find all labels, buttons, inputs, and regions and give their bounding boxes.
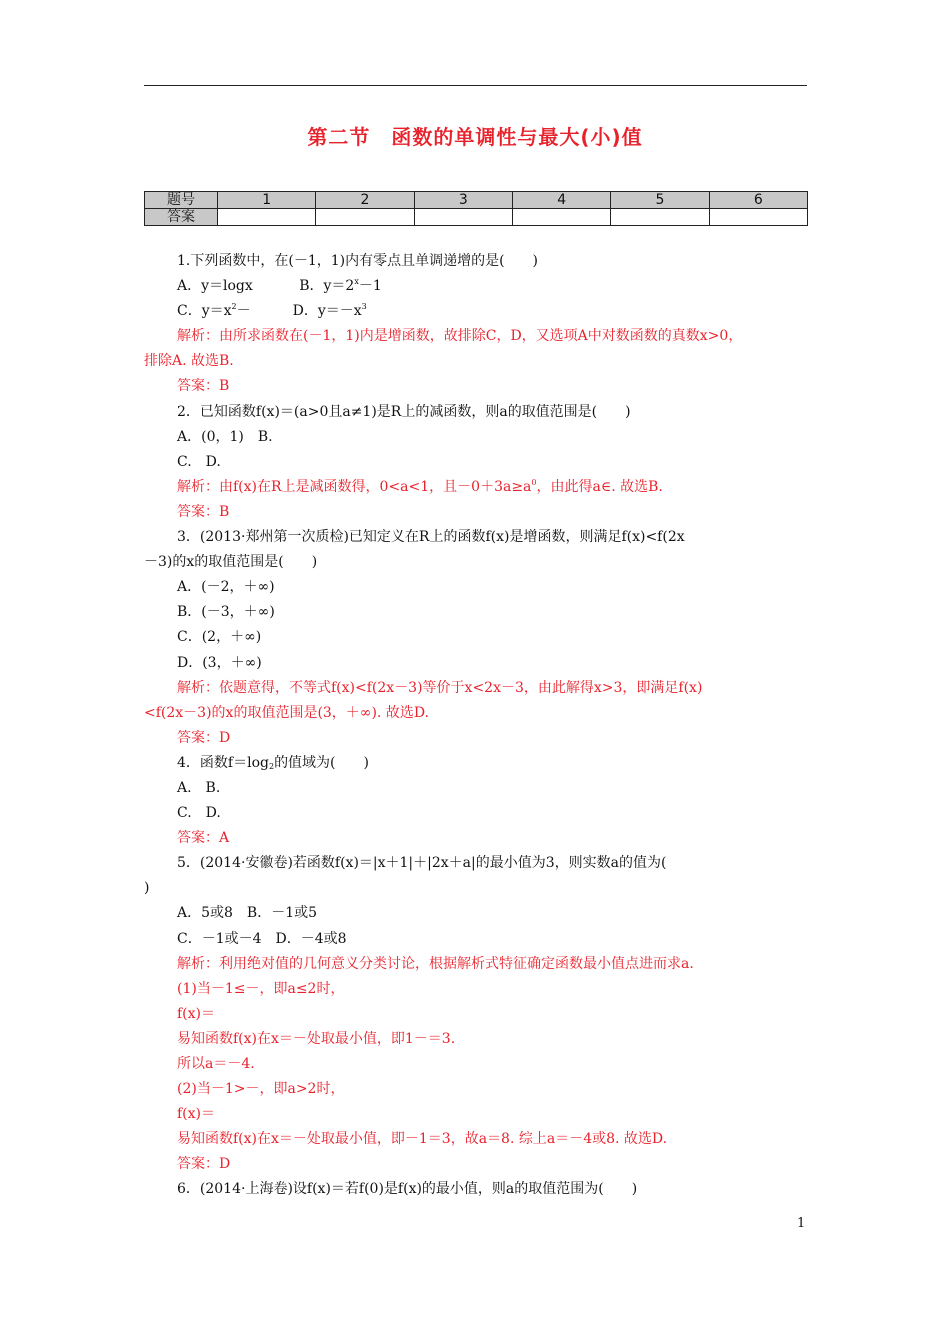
question-line <box>144 550 808 575</box>
solution-line <box>144 475 808 500</box>
line-text: B．(－3，＋∞) <box>177 604 275 621</box>
question-line <box>144 927 808 952</box>
solution-line <box>144 826 808 851</box>
line-text: f(x)＝ <box>177 1106 216 1123</box>
question-line <box>144 625 808 650</box>
solution-line <box>144 977 808 1002</box>
solution-line <box>144 1127 808 1152</box>
line-text-continued: －1 <box>358 278 382 295</box>
question-number-cell: 2 <box>316 192 414 209</box>
superscript: x <box>354 277 359 287</box>
answer-cell <box>709 209 807 226</box>
line-text: A．5或8 B．－1或5 <box>177 905 318 922</box>
solution-line <box>144 374 808 399</box>
answer-label: 答案 <box>145 209 218 226</box>
line-text: 排除A. 故选B. <box>144 353 234 370</box>
line-text-continued: 的值域为( ) <box>274 754 369 771</box>
question-line <box>144 901 808 926</box>
solution-line <box>144 500 808 525</box>
solution-line <box>144 1077 808 1102</box>
answer-cell <box>414 209 512 226</box>
question-number-cell: 5 <box>611 192 709 209</box>
answer-table <box>144 191 808 226</box>
page-number: 1 <box>797 1216 806 1231</box>
line-text: A．(0，1) B. <box>177 428 273 445</box>
superscript: 2 <box>231 302 237 312</box>
question-line <box>144 450 808 475</box>
line-text: 答案：B <box>177 503 230 520</box>
line-text: 解析：由所求函数在(－1，1)内是增函数，故排除C，D，又选项A中对数函数的真数x>0， <box>177 328 743 345</box>
question-line <box>144 1177 808 1202</box>
solution-line <box>144 324 808 349</box>
solution-line <box>144 349 808 374</box>
line-text: －3)的x的取值范围是( ) <box>144 554 318 571</box>
question-line <box>144 600 808 625</box>
line-text: 答案：D <box>177 1156 231 1173</box>
question-line <box>144 776 808 801</box>
line-text: <f(2x－3)的x的取值范围是(3，＋∞). 故选D. <box>144 704 430 721</box>
solution-line <box>144 1102 808 1127</box>
line-text: 5．(2014·安徽卷)若函数f(x)＝|x＋1|＋|2x＋a|的最小值为3，则实数a的值为( <box>177 855 667 872</box>
question-line <box>144 575 808 600</box>
line-text: 2．已知函数f(x)＝(a>0且a≠1)是R上的减函数，则a的取值范围是( ) <box>177 403 631 420</box>
solution-line <box>144 726 808 751</box>
answer-cell <box>218 209 316 226</box>
line-text: (2)当－1>－，即a>2时， <box>177 1081 345 1098</box>
solution-line <box>144 1002 808 1027</box>
line-text: 易知函数f(x)在x＝－处取最小值，即1－＝3. <box>177 1030 456 1047</box>
line-text: C. D. <box>177 805 221 822</box>
solution-line <box>144 1052 808 1077</box>
question-number-cell: 3 <box>414 192 512 209</box>
answer-table-answer-row <box>145 209 808 226</box>
line-text: C．y＝x <box>177 303 232 320</box>
question-line <box>144 425 808 450</box>
line-text: A．(－2，＋∞) <box>177 579 275 596</box>
line-text: 易知函数f(x)在x＝－处取最小值，即－1＝3，故a＝8. 综上a＝－4或8. 故选D. <box>177 1131 668 1148</box>
question-line <box>144 400 808 425</box>
line-text: A．y＝logx B．y＝2 <box>177 278 355 295</box>
question-line <box>144 249 808 274</box>
question-number-label: 题号 <box>145 192 218 209</box>
line-text: 4．函数f＝log <box>177 754 269 771</box>
question-line <box>144 651 808 676</box>
question-line <box>144 525 808 550</box>
question-line <box>144 751 808 776</box>
superscript: 0 <box>531 477 537 487</box>
answer-cell <box>611 209 709 226</box>
header-rule <box>144 85 807 86</box>
line-text: 所以a＝－4. <box>177 1056 255 1072</box>
answer-table-header-row <box>145 192 808 209</box>
line-text: 解析：利用绝对值的几何意义分类讨论，根据解析式特征确定函数最小值点进而求a. <box>177 955 694 972</box>
line-text: 答案：B <box>177 378 230 395</box>
line-text-continued: ，由此得a∈. 故选B. <box>536 478 663 495</box>
line-text: C．－1或－4 D．－4或8 <box>177 930 347 947</box>
line-text: 答案：A <box>177 830 230 847</box>
line-text: 解析：由f(x)在R上是减函数得，0<a<1，且－0＋3a≥a <box>177 478 532 495</box>
subscript: 2 <box>268 761 275 771</box>
question-line <box>144 274 808 299</box>
solution-line <box>144 1027 808 1052</box>
page-title: 第二节 函数的单调性与最大(小)值 <box>307 125 643 149</box>
superscript: 3 <box>361 302 367 312</box>
line-text-continued: － D．y＝－x <box>236 303 362 320</box>
solution-line <box>144 701 808 726</box>
answer-cell <box>512 209 610 226</box>
solution-line <box>144 952 808 977</box>
line-text: ) <box>144 880 150 897</box>
question-line <box>144 299 808 324</box>
line-text: f(x)＝ <box>177 1005 216 1022</box>
line-text: 解析：依题意得，不等式f(x)<f(2x－3)等价于x<2x－3，由此解得x>3，即满足f(x) <box>177 679 703 696</box>
line-text: 6．(2014·上海卷)设f(x)＝若f(0)是f(x)的最小值，则a的取值范围为( ) <box>177 1181 638 1198</box>
line-text: C．(2，＋∞) <box>177 629 262 646</box>
question-line <box>144 876 808 901</box>
question-content <box>144 249 808 1203</box>
line-text: 答案：D <box>177 729 231 746</box>
line-text: C. D. <box>177 453 221 470</box>
question-number-cell: 1 <box>218 192 316 209</box>
answer-cell <box>316 209 414 226</box>
solution-line <box>144 1152 808 1177</box>
question-number-cell: 4 <box>512 192 610 209</box>
question-line <box>144 801 808 826</box>
line-text: A. B. <box>177 779 221 796</box>
line-text: 1.下列函数中，在(－1，1)内有零点且单调递增的是( ) <box>177 253 539 269</box>
solution-line <box>144 676 808 701</box>
line-text: (1)当－1≤－，即a≤2时， <box>177 980 345 997</box>
line-text: 3．(2013·郑州第一次质检)已知定义在R上的函数f(x)是增函数，则满足f(x)<f(2x <box>177 529 685 546</box>
question-line <box>144 851 808 876</box>
question-number-cell: 6 <box>709 192 807 209</box>
line-text: D．(3，＋∞) <box>177 654 262 671</box>
